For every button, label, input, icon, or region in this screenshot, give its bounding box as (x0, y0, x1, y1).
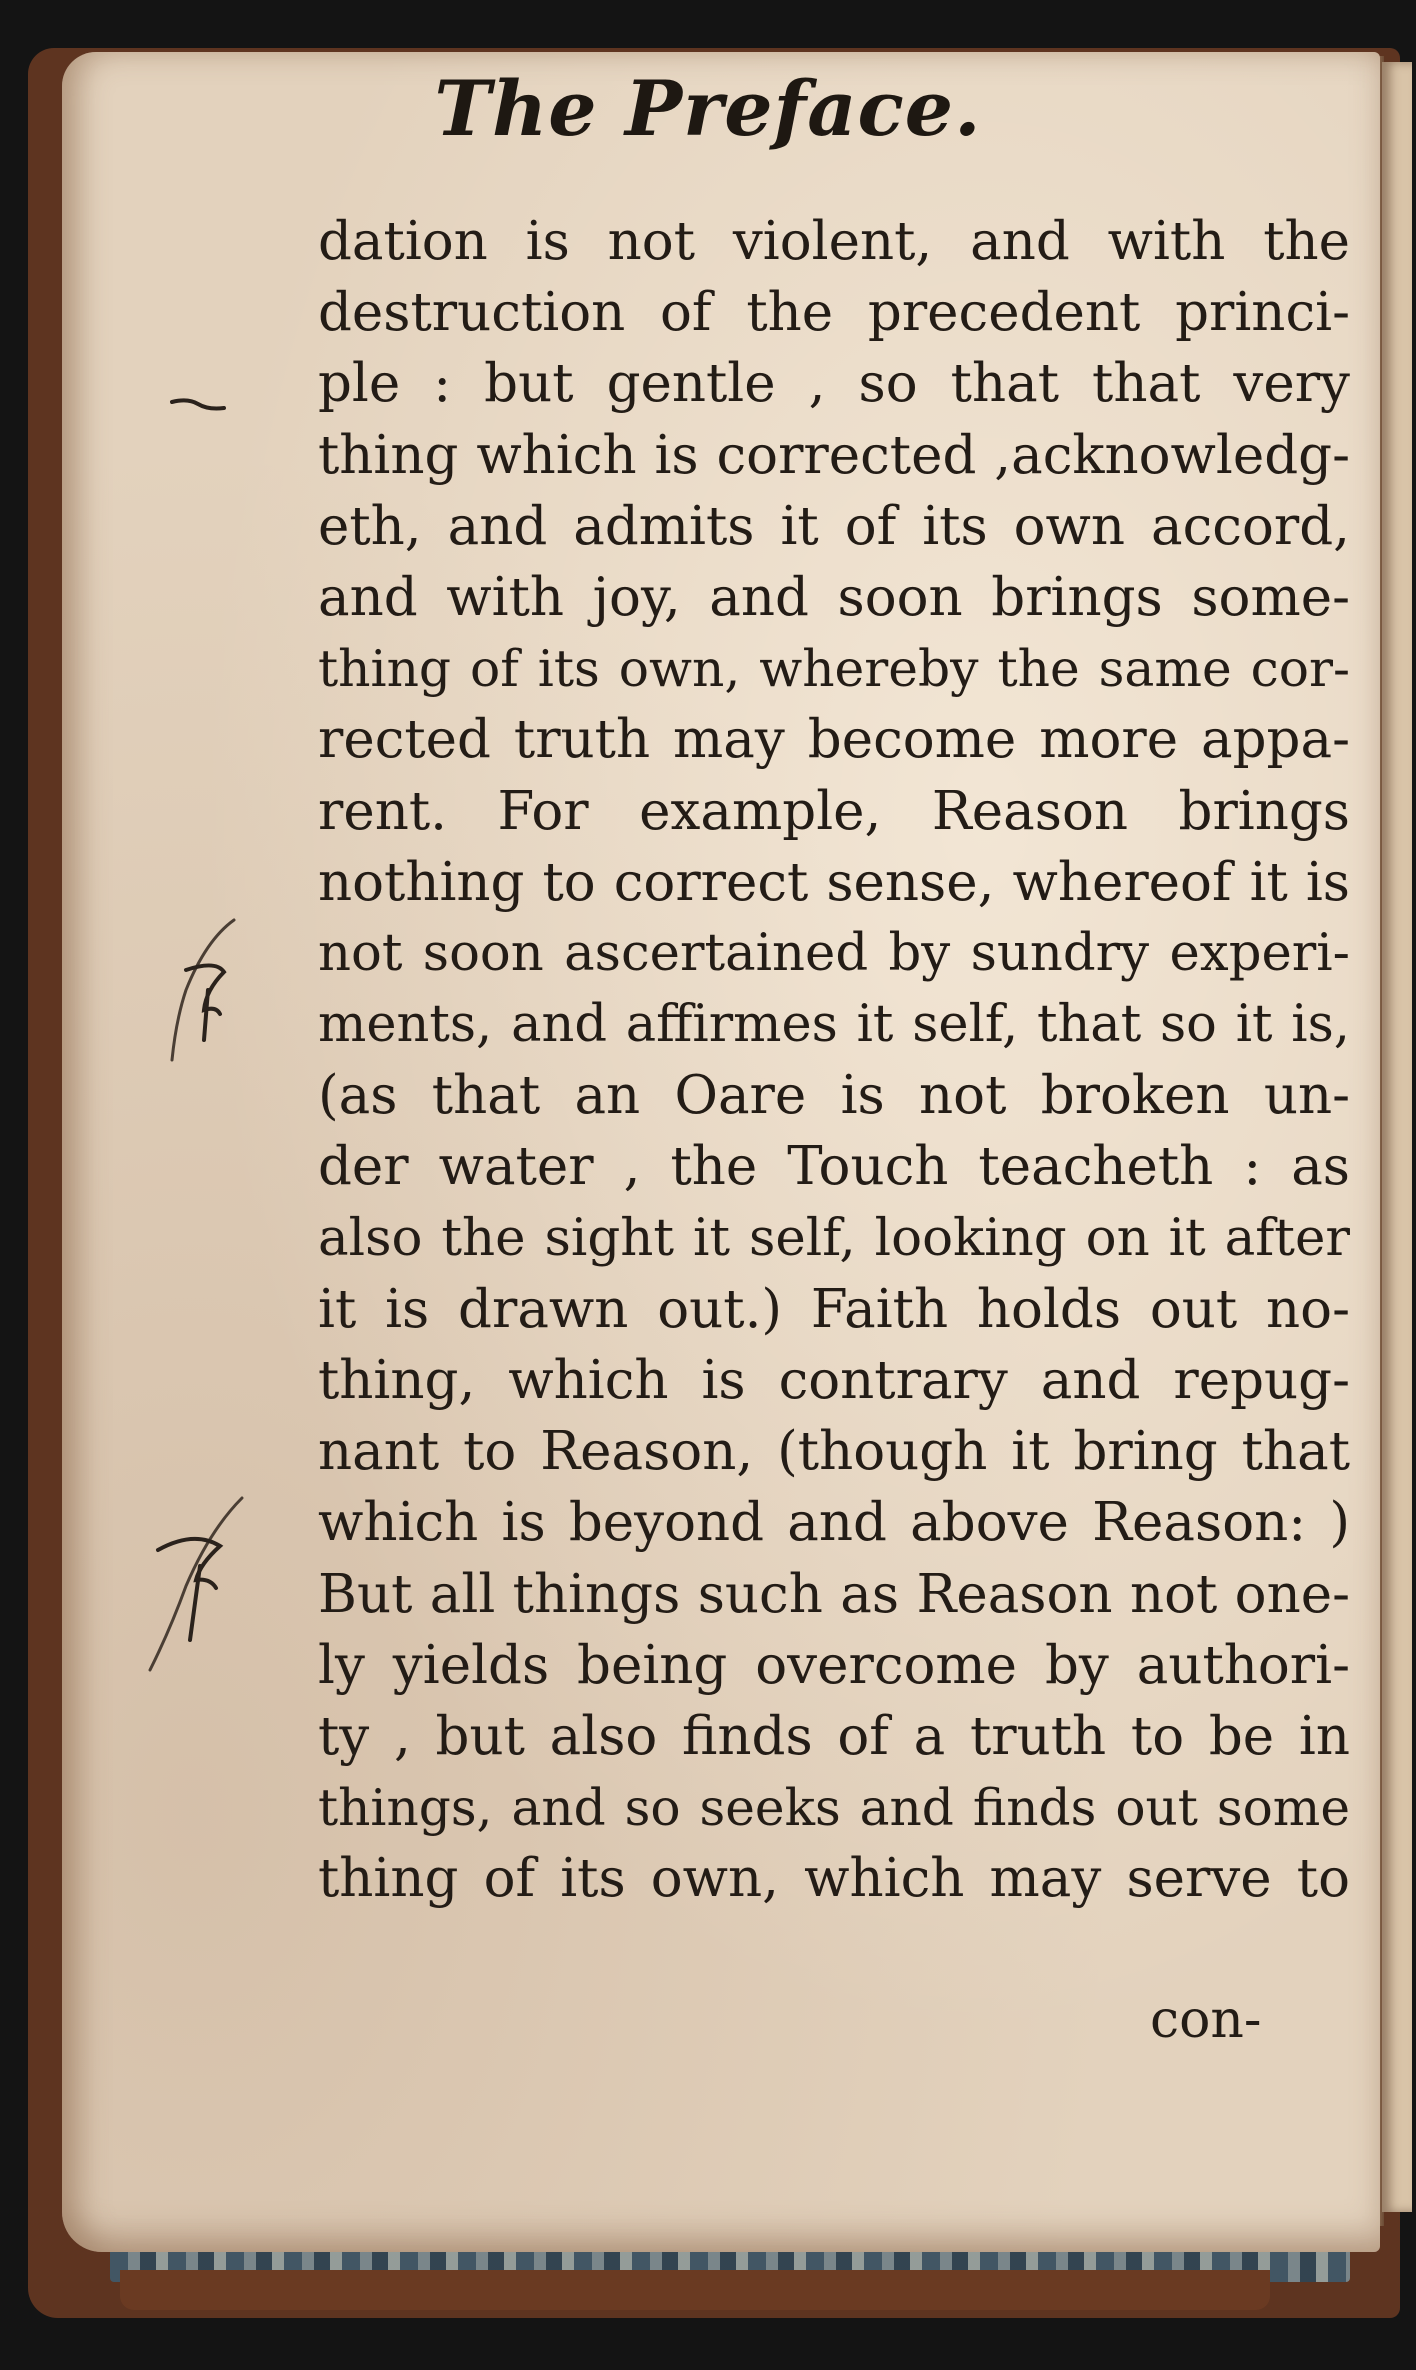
text-line: der water , the Touch teacheth : as (318, 1136, 1350, 1198)
text-line: also the sight it self, looking on it after (318, 1207, 1350, 1268)
margin-dash-mark (168, 390, 228, 420)
text-line: rent. For example, Reason brings (318, 780, 1350, 842)
margin-pencil-mark (130, 1490, 250, 1690)
text-line: thing which is corrected ,acknowledg- (318, 424, 1350, 486)
text-line: thing of its own, which may serve to (318, 1848, 1350, 1910)
facing-page (1382, 62, 1412, 2212)
text-line: destruction of the precedent princi- (318, 282, 1350, 344)
catchword: con- (1150, 1990, 1262, 2050)
text-line: thing of its own, whereby the same cor- (318, 639, 1350, 699)
text-line: which is beyond and above Reason: ) (318, 1492, 1350, 1554)
text-line: things, and so seeks and finds out some (318, 1778, 1350, 1838)
text-line: rected truth may become more appa- (318, 709, 1350, 771)
text-line: ple : but gentle , so that that very (318, 353, 1350, 415)
text-line: But all things such as Reason not one- (318, 1563, 1350, 1625)
text-line: (as that an Oare is not broken un- (318, 1065, 1350, 1127)
text-line: eth, and admits it of its own accord, (318, 495, 1350, 557)
text-line: dation is not violent, and with the (318, 211, 1350, 272)
binding-bottom-edge (120, 2270, 1270, 2310)
text-line: and with joy, and soon brings some- (318, 566, 1350, 628)
text-line: it is drawn out.) Faith holds out no- (318, 1278, 1350, 1340)
margin-pencil-mark (146, 910, 256, 1100)
text-line: thing, which is contrary and repug- (318, 1350, 1350, 1411)
text-line: not soon ascertained by sundry experi- (318, 922, 1350, 983)
text-line: nothing to correct sense, whereof it is (318, 851, 1350, 913)
body-text (318, 206, 1350, 1915)
running-head: The Preface. (434, 64, 982, 153)
text-line: ments, and affirmes it self, that so it is, (318, 995, 1350, 1055)
text-line: ly yields being overcome by authori- (318, 1634, 1350, 1696)
text-line: nant to Reason, (though it bring that (318, 1421, 1350, 1483)
text-line: ty , but also finds of a truth to be in (318, 1705, 1350, 1767)
